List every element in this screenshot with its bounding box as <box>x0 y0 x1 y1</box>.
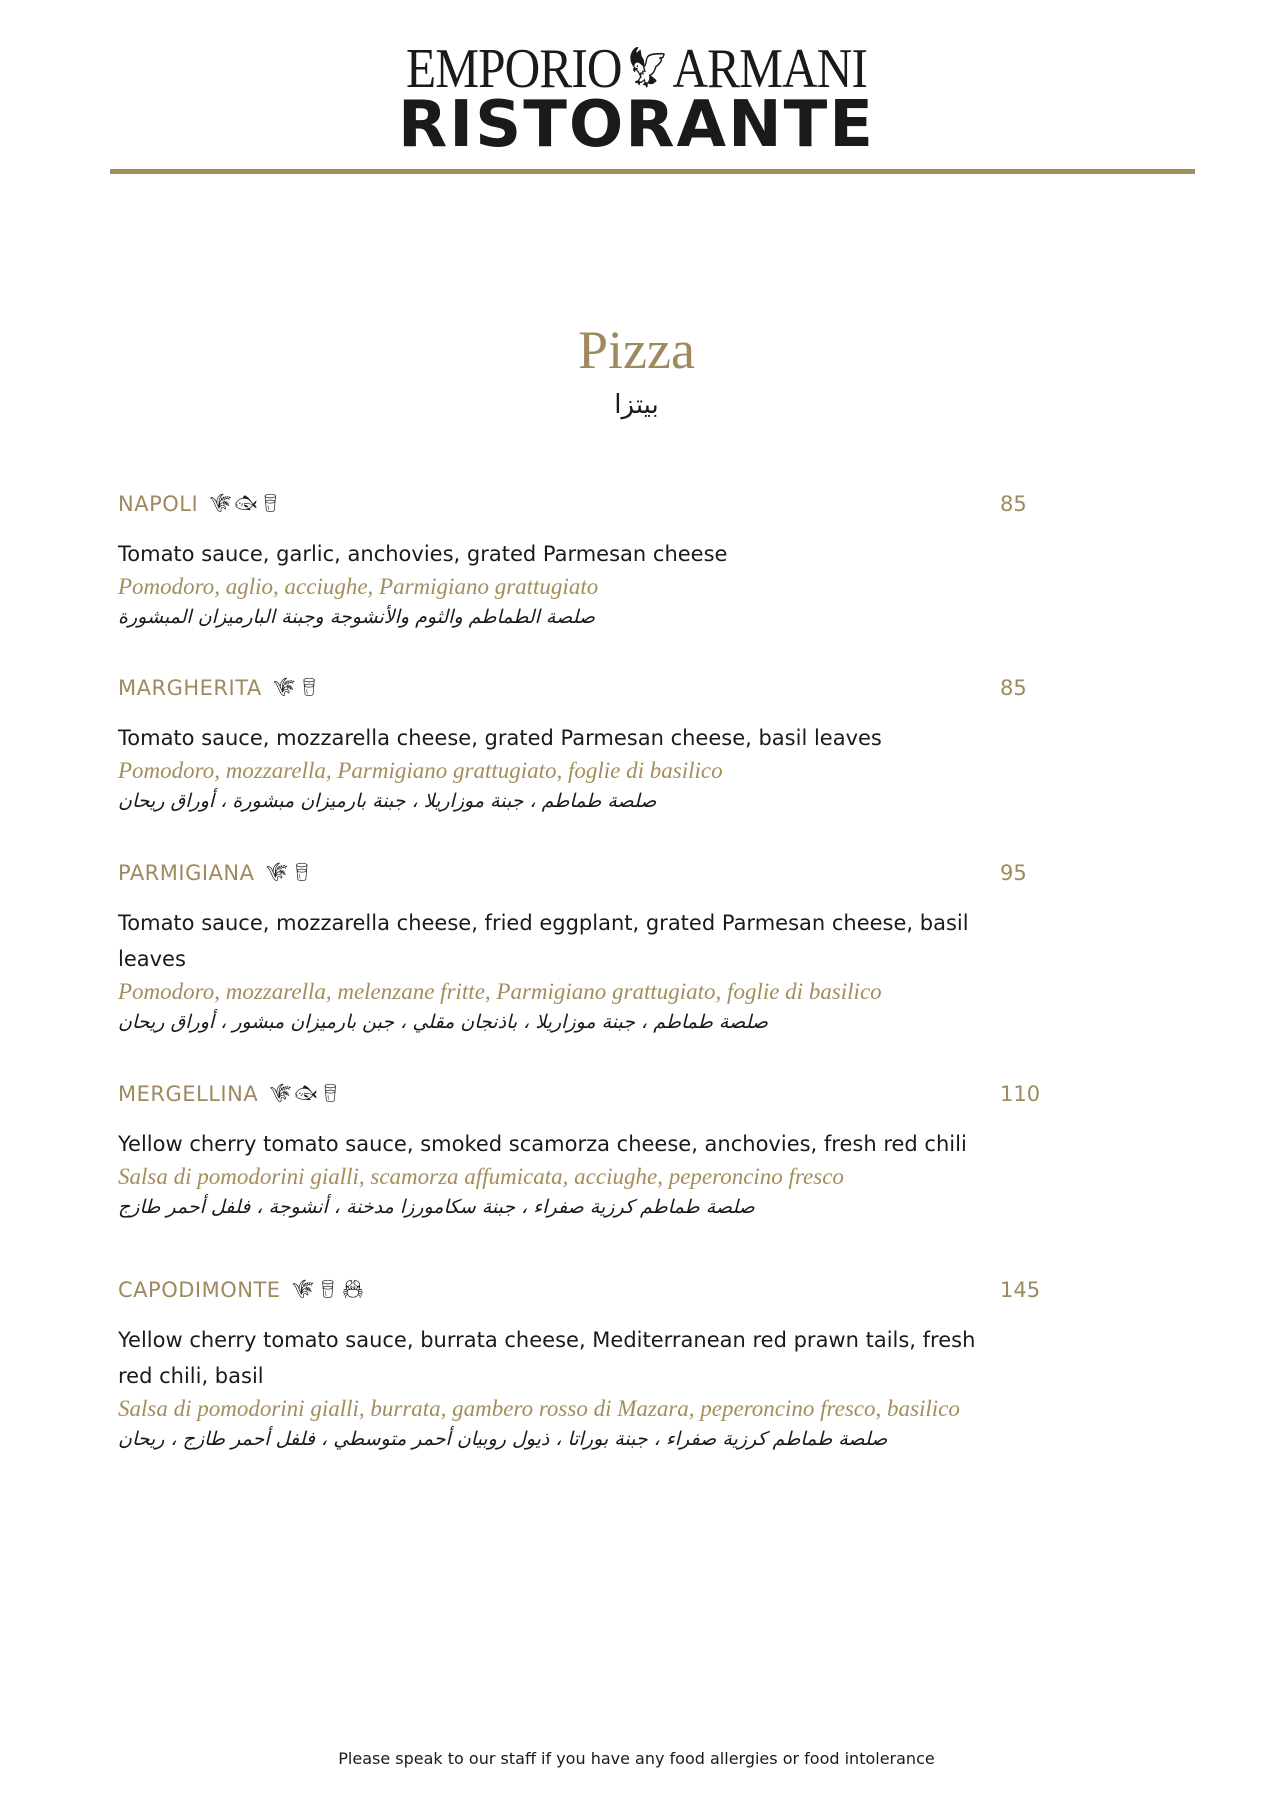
header-divider <box>110 169 1195 174</box>
allergen-icons <box>269 1078 344 1110</box>
brand-armani: ARMANI <box>672 38 868 100</box>
item-price: 110 <box>1000 1082 1041 1106</box>
item-price: 85 <box>1000 676 1027 700</box>
allergen-icons <box>209 488 284 520</box>
menu-item-napoli <box>118 488 1038 632</box>
eagle-icon: 🦅︎ <box>625 45 669 90</box>
gluten-icon: 🌾︎ <box>269 1083 293 1104</box>
crustacean-icon: 🦀︎ <box>341 1279 365 1300</box>
item-description-english: Yellow cherry tomato sauce, burrata cheese, Mediterranean red prawn tails, fresh red chili, basil <box>118 1328 976 1388</box>
brand-emporio: EMPORIO <box>405 38 622 100</box>
allergen-icons <box>266 857 316 889</box>
item-header <box>118 1078 1041 1114</box>
dairy-icon: 🥛︎ <box>258 493 282 514</box>
gluten-icon: 🌾︎ <box>265 862 289 883</box>
item-description-arabic: صلصة طماطم كرزية صفراء ، جبنة بوراتا ، ذيول روبيان أحمر متوسطي ، فلفل أحمر طازج ، ريحان <box>118 1428 888 1450</box>
allergen-icons <box>292 1274 367 1306</box>
item-price: 95 <box>1000 861 1027 885</box>
section-title: Pizza <box>578 320 695 380</box>
item-description-arabic: صلصة طماطم ، جبنة موزاريلا ، جبنة بارميزان مبشورة ، أوراق ريحان <box>118 790 657 812</box>
item-description-italian: Pomodoro, mozzarella, Parmigiano grattugiato, foglie di basilico <box>118 758 723 783</box>
item-price: 85 <box>1000 492 1027 516</box>
item-name: NAPOLI <box>118 492 199 516</box>
menu-item-capodimonte <box>118 1274 1041 1454</box>
item-header <box>118 1274 1041 1310</box>
item-description-italian: Salsa di pomodorini gialli, burrata, gambero rosso di Mazara, peperoncino fresco, basilico <box>118 1396 960 1421</box>
gluten-icon: 🌾︎ <box>272 677 296 698</box>
item-name: MARGHERITA <box>118 676 262 700</box>
item-description-arabic: صلصة طماطم كرزية صفراء ، جبنة سكامورزا مدخنة ، أنشوجة ، فلفل أحمر طازج <box>118 1196 755 1218</box>
item-description-english: Tomato sauce, garlic, anchovies, grated Parmesan cheese <box>118 542 728 566</box>
brand-ristorante: RISTORANTE <box>398 88 875 162</box>
allergen-icons <box>273 672 323 704</box>
menu-item-mergellina <box>118 1078 1041 1222</box>
gluten-icon: 🌾︎ <box>209 493 233 514</box>
item-description-english: Tomato sauce, mozzarella cheese, fried eggplant, grated Parmesan cheese, basil leaves <box>118 911 969 971</box>
item-name: MERGELLINA <box>118 1082 259 1106</box>
item-description-arabic: صلصة الطماطم والثوم والأنشوجة وجبنة البارميزان المبشورة <box>118 606 595 628</box>
item-header <box>118 488 1038 524</box>
item-description-english: Tomato sauce, mozzarella cheese, grated Parmesan cheese, basil leaves <box>118 726 882 750</box>
dairy-icon: 🥛︎ <box>319 1083 342 1104</box>
item-description-italian: Salsa di pomodorini gialli, scamorza affumicata, acciughe, peperoncino fresco <box>118 1164 844 1189</box>
section-title-arabic: بيتزا <box>614 390 659 420</box>
fish-icon: 🐟︎ <box>294 1083 317 1104</box>
dairy-icon: 🥛︎ <box>316 1279 340 1300</box>
fish-icon: 🐟︎ <box>234 493 257 514</box>
item-description-arabic: صلصة طماطم ، جبنة موزاريلا ، باذنجان مقلي ، جبن بارميزان مبشور ، أوراق ريحان <box>118 1011 769 1033</box>
item-header <box>118 672 1038 708</box>
dairy-icon: 🥛︎ <box>297 677 321 698</box>
item-name: PARMIGIANA <box>118 861 255 885</box>
item-name: CAPODIMONTE <box>118 1278 281 1302</box>
item-description-italian: Pomodoro, aglio, acciughe, Parmigiano grattugiato <box>118 574 599 599</box>
item-price: 145 <box>1000 1278 1041 1302</box>
item-description-english: Yellow cherry tomato sauce, smoked scamorza cheese, anchovies, fresh red chili <box>118 1132 967 1156</box>
gluten-icon: 🌾︎ <box>291 1279 315 1300</box>
item-description-italian: Pomodoro, mozzarella, melenzane fritte, Parmigiano grattugiato, foglie di basilico <box>118 979 882 1004</box>
item-header <box>118 857 1038 893</box>
dairy-icon: 🥛︎ <box>290 862 314 883</box>
menu-item-margherita <box>118 672 1038 816</box>
allergy-notice: Please speak to our staff if you have any food allergies or food intolerance <box>338 1749 935 1768</box>
menu-item-parmigiana <box>118 857 1038 1037</box>
